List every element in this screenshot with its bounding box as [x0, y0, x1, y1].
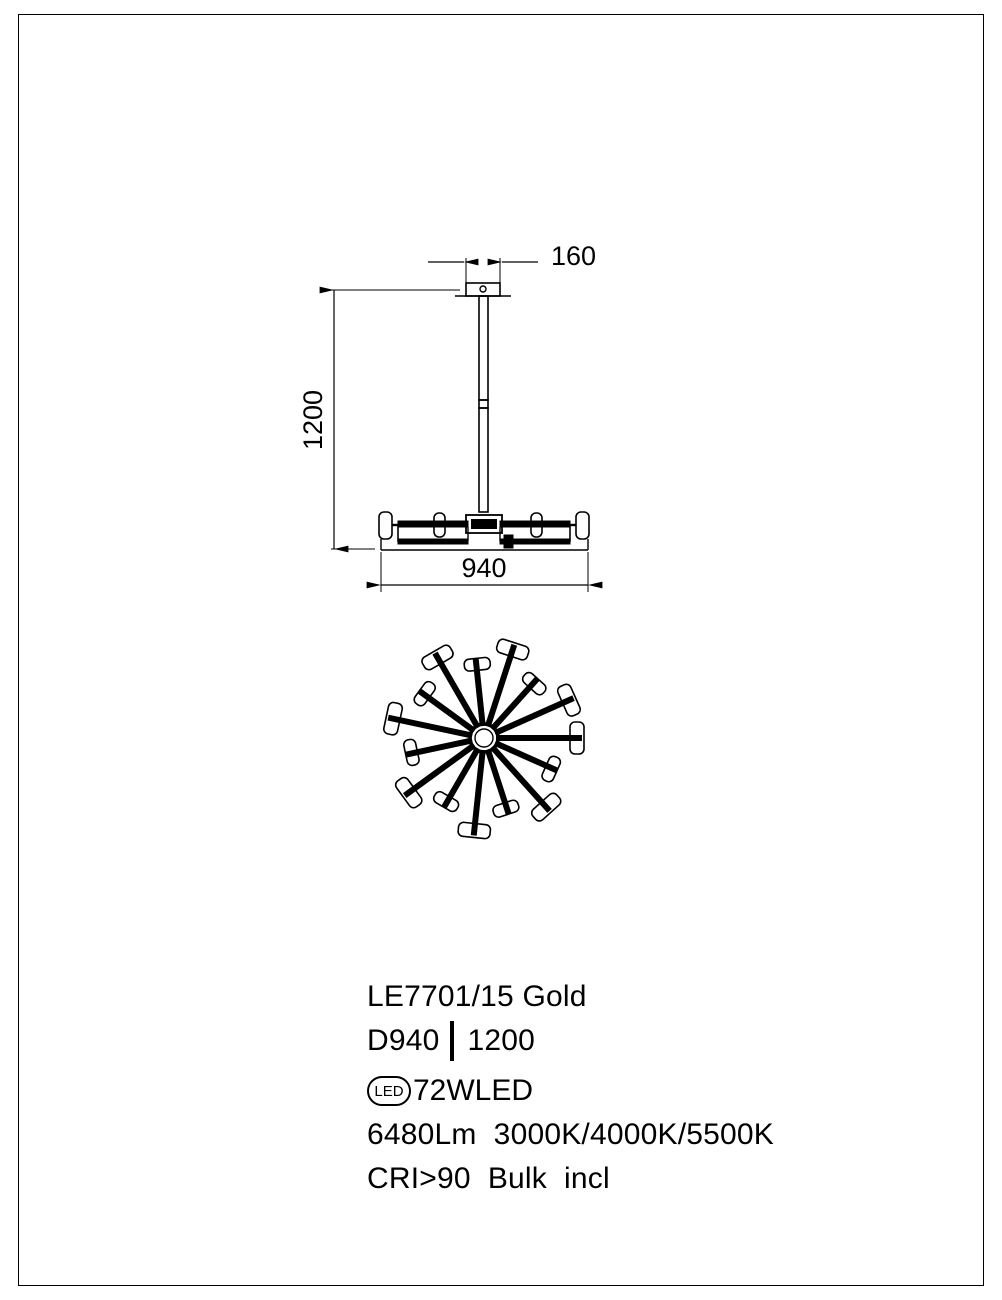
led-icon: LED — [367, 1076, 411, 1106]
spec-dimensions — [367, 1019, 927, 1063]
spec-diameter: D940 — [367, 1024, 440, 1057]
arm-array-elevation — [379, 512, 589, 550]
svg-text:940: 940 — [461, 553, 507, 583]
spec-height: 1200 — [467, 1024, 536, 1057]
spec-power: 72WLED — [413, 1074, 534, 1107]
center-hub — [466, 515, 502, 533]
dimension-canopy-width — [428, 241, 596, 285]
spec-cri-bulb: CRI>90 Bulk incl — [367, 1162, 610, 1195]
svg-text:1200: 1200 — [298, 389, 328, 451]
elevation-view — [298, 241, 596, 592]
dimension-drop-height — [298, 290, 460, 549]
specification-block — [367, 975, 927, 1201]
dimension-separator — [450, 1021, 454, 1061]
spec-power-row — [367, 1069, 927, 1113]
canopy — [455, 283, 511, 296]
plan-view — [383, 638, 584, 839]
dimension-fixture-diameter — [381, 552, 588, 592]
suspension-stem — [479, 296, 488, 512]
spec-model: LE7701/15 Gold — [367, 980, 587, 1013]
spec-lumens-cct: 6480Lm 3000K/4000K/5500K — [367, 1118, 774, 1151]
svg-text:160: 160 — [551, 241, 597, 271]
